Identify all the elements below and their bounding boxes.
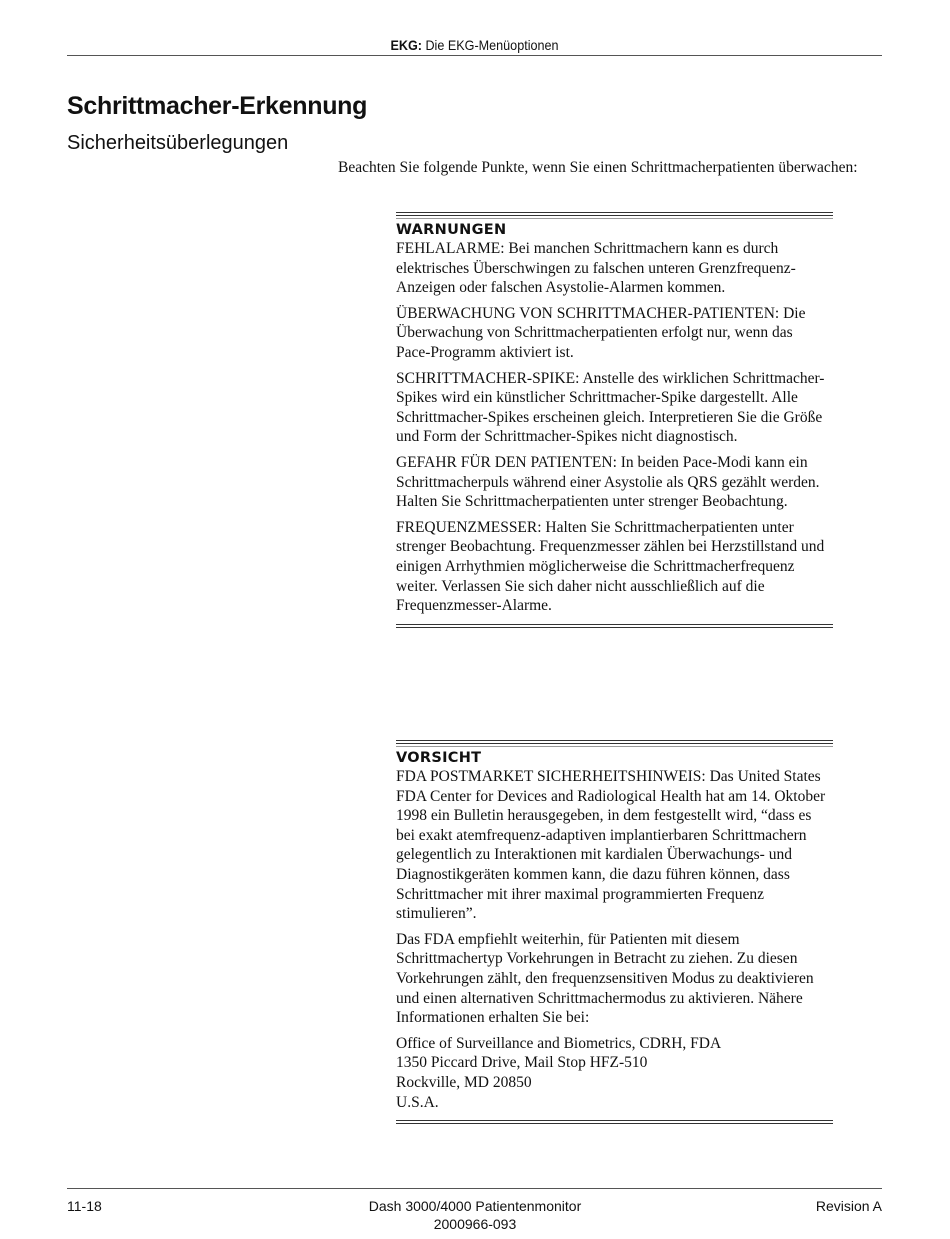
footer-revision: Revision A: [815, 1198, 882, 1214]
header-chapter: EKG:: [390, 37, 422, 53]
address-line: 1350 Piccard Drive, Mail Stop HFZ-510: [396, 1054, 648, 1072]
caution-top-rule-thin: [396, 746, 833, 747]
footer-part-number: 2000966-093: [433, 1216, 517, 1232]
warning-pacer-spike: SCHRITTMACHER-SPIKE: Anstelle des wirklichen Schrittmacher-Spikes wird ein künstlicher Schrittmacher-Spike dargestellt. Alle Schrittmacher-Spikes erscheinen gleich. Interpretieren Sie die Größe und Form der Schrittmacher-Spikes nicht diagnostisch.: [396, 369, 825, 446]
caution-bottom-rules: [396, 1120, 833, 1124]
caution-fda-recommendation: Das FDA empfiehlt weiterhin, für Patienten mit diesem Schrittmachertyp Vorkehrungen in Betracht zu ziehen. Zu diesen Vorkehrungen zählt, den frequenzsensitiven Modus zu deaktivieren und einen alternativen Schrittmachermodus zu aktivieren. Nähere Informationen erhalten Sie bei:: [396, 930, 814, 1027]
section-title: Schrittmacher-Erkennung: [67, 92, 368, 120]
subsection-title: Sicherheitsüberlegungen: [67, 132, 289, 154]
address-line: U.S.A.: [396, 1093, 439, 1111]
running-header: [108, 36, 842, 54]
caution-top-rule: [396, 740, 833, 744]
warning-false-alarms: FEHLALARME: Bei manchen Schrittmachern kann es durch elektrisches Überschwingen zu falschen unteren Grenzfrequenz-Anzeigen oder falschen Asystolie-Alarmen kommen.: [396, 240, 796, 297]
warnings-heading: WARNUNGEN: [396, 222, 507, 238]
footer-product: Dash 3000/4000 Patientenmonitor: [368, 1198, 582, 1214]
address-line: Office of Surveillance and Biometrics, CDRH, FDA: [396, 1034, 722, 1052]
caution-address: [396, 1034, 833, 1112]
caution-fda-notice: FDA POSTMARKET SICHERHEITSHINWEIS: Das United States FDA Center for Devices and Radiological Health hat am 14. Oktober 1998 ein Bulletin herausgegeben, in dem festgestellt wird, “dass es bei exakt atemfrequenz-adaptiven implantierbaren Schrittmachern gelegentlich zu Interaktionen mit kardialen Überwachungs- und Diagnostikgeräten kommen kann, die dazu führen können, dass Schrittmacher mit ihrer maximal programmierten Frequenz stimulieren”.: [396, 768, 826, 923]
warnings-bottom-rule: [396, 624, 833, 628]
header-rule: [67, 55, 882, 56]
warning-pacemaker-monitoring: ÜBERWACHUNG VON SCHRITTMACHER-PATIENTEN: Die Überwachung von Schrittmacherpatienten erfolgt nur, wenn das Pace-Programm aktiviert ist.: [396, 304, 806, 361]
address-line: Rockville, MD 20850: [396, 1073, 532, 1091]
footer-product-info: [300, 1197, 650, 1233]
warnings-bottom-rules: [396, 624, 833, 628]
header-title: Die EKG-Menüoptionen: [425, 37, 559, 53]
warnings-top-rule: [396, 212, 833, 216]
warnings-box: [396, 212, 833, 628]
footer-page-number: 11-18: [67, 1198, 102, 1214]
footer-rule: [67, 1188, 882, 1189]
warnings-top-rule-thin: [396, 218, 833, 219]
caution-bottom-rule: [396, 1120, 833, 1124]
caution-box: [396, 740, 833, 1124]
warning-rate-meters: FREQUENZMESSER: Halten Sie Schrittmacherpatienten unter strenger Beobachtung. Frequenzmesser zählen bei Herzstillstand und einigen Arrhythmien möglicherweise die Schrittmacherfrequenz weiter. Verlassen Sie sich daher nicht ausschließlich auf die Frequenzmesser-Alarme.: [396, 518, 825, 615]
warning-patient-hazard: GEFAHR FÜR DEN PATIENTEN: In beiden Pace-Modi kann ein Schrittmacherpuls während einer Asystolie als QRS gezählt werden. Halten Sie Schrittmacherpatienten unter strenger Beobachtung.: [396, 453, 820, 511]
caution-heading: VORSICHT: [396, 750, 482, 766]
intro-text: Beachten Sie folgende Punkte, wenn Sie einen Schrittmacherpatienten überwachen:: [338, 159, 858, 176]
